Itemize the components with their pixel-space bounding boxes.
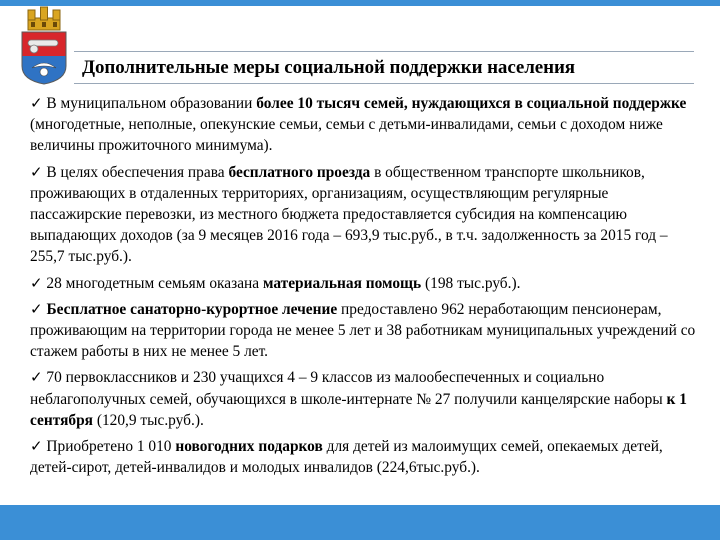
check-icon: ✓ <box>30 368 43 387</box>
list-item: ✓ 28 многодетным семьям оказана материальная помощь (198 тыс.руб.). <box>30 273 521 292</box>
check-icon: ✓ <box>30 299 43 318</box>
check-icon: ✓ <box>30 273 43 292</box>
check-icon: ✓ <box>30 94 43 112</box>
list-item: ✓ В муниципальном образовании более 10 тысяч семей, нуждающихся в социальной поддержке (многодетные, неполные, опекунские семьи, семьи с детьми-инвалидами, семьи с доходом ниже величины прожиточного минимума). <box>30 94 687 155</box>
list-item: ✓ 70 первоклассников и 230 учащихся 4 – 9 классов из малообеспеченных и социально неблагополучных семей, обучающихся в школе-интернате № 27 получили канцелярские наборы к 1 сентября (120,9 тыс.руб.). <box>30 368 687 429</box>
page-title: Дополнительные меры социальной поддержки населения <box>82 57 575 78</box>
bottom-accent-bar <box>0 505 720 540</box>
check-icon: ✓ <box>30 162 43 181</box>
list-item: ✓ В целях обеспечения права бесплатного проезда в общественном транспорте школьников, проживающих в отдаленных территориях, организациям, осуществляющим регулярные пассажирские перевозки, из местного бюджета предоставляется субсидия на компенсацию выпадающих доходов (за 9 месяцев 2016 года – 693,9 тыс.руб., в т.ч. задолженность за 2015 год – 255,7 тыс.руб.). <box>30 162 668 266</box>
list-item: ✓ Бесплатное санаторно-курортное лечение предоставлено 962 неработающим пенсионерам, проживающим на территории города не менее 5 лет и 38 работникам муниципальных учреждений со стажем работы в них не менее 5 лет. <box>30 299 696 361</box>
check-icon: ✓ <box>30 437 43 456</box>
city-coat-of-arms-icon <box>14 4 74 86</box>
top-accent-bar <box>0 0 720 6</box>
support-measures-list <box>30 93 702 483</box>
page-title-box <box>74 51 694 84</box>
list-item: ✓ Приобретено 1 010 новогодних подарков для детей из малоимущих семей, опекаемых детей, детей-сирот, детей-инвалидов и молодых инвалидов (224,6тыс.руб.). <box>30 437 663 477</box>
